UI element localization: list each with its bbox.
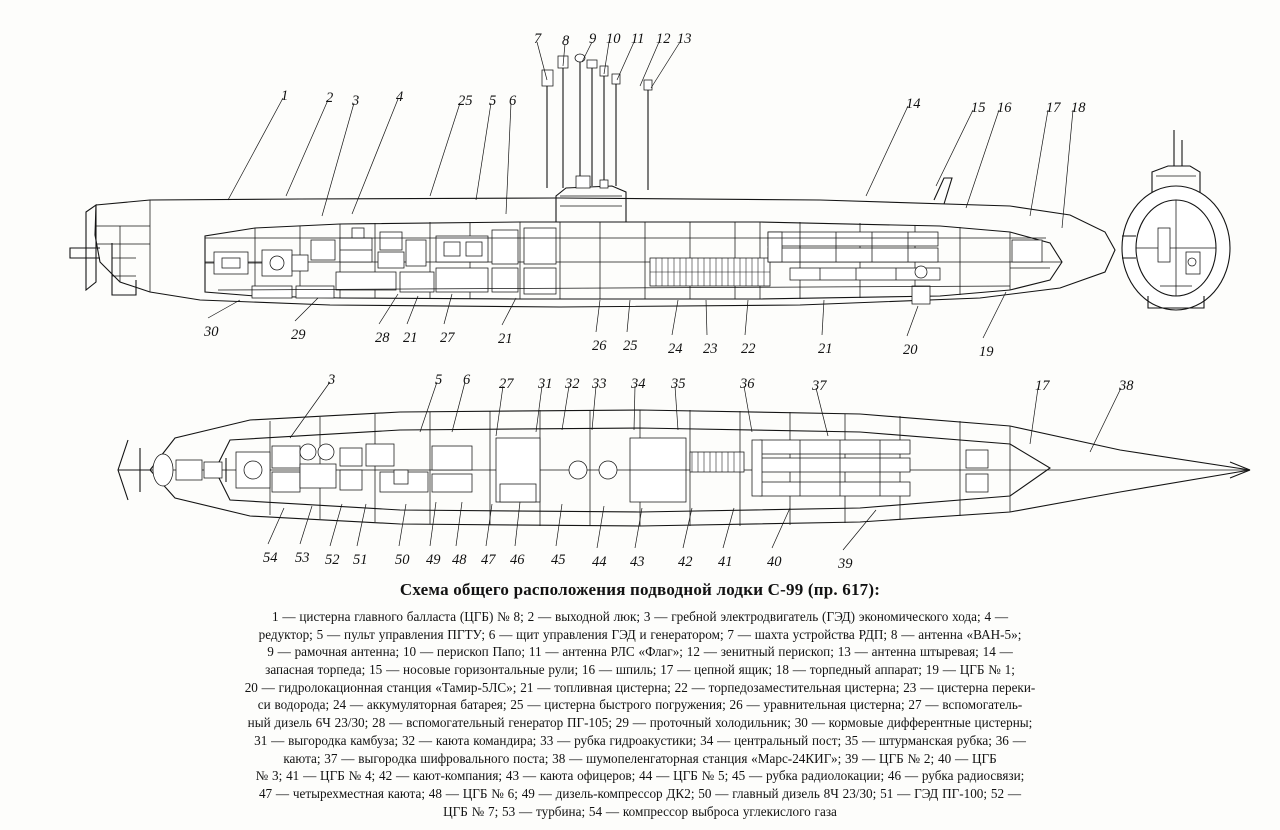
callout-b21b: 21 bbox=[498, 331, 513, 347]
callout-n44: 44 bbox=[592, 554, 607, 570]
callout-t8: 8 bbox=[562, 33, 570, 49]
callout-n43: 43 bbox=[630, 554, 645, 570]
callout-n51: 51 bbox=[353, 552, 368, 568]
figure-legend bbox=[86, 608, 1194, 820]
callout-r16: 16 bbox=[997, 100, 1012, 116]
callout-l5: 5 bbox=[435, 372, 443, 388]
callout-u25: 25 bbox=[458, 93, 473, 109]
callout-n42: 42 bbox=[678, 554, 693, 570]
side-elevation-view bbox=[70, 54, 1115, 307]
callout-t12: 12 bbox=[656, 31, 671, 47]
legend-line: 9 — рамочная антенна; 10 — перископ Папо; 11 — антенна РЛС «Флаг»; 12 — зенитный перископ; 13 — антенна штыревая; 14 — bbox=[267, 644, 1013, 660]
figure-caption: Схема общего расположения подводной лодки С-99 (пр. 617): bbox=[399, 580, 881, 599]
callout-l27: 27 bbox=[499, 376, 514, 392]
callout-n40: 40 bbox=[767, 554, 782, 570]
callout-u4: 4 bbox=[396, 89, 404, 105]
callout-b21a: 21 bbox=[403, 330, 418, 346]
callout-r15: 15 bbox=[971, 100, 986, 116]
callout-t7: 7 bbox=[534, 31, 542, 47]
callout-t10: 10 bbox=[606, 31, 621, 47]
legend-line: редуктор; 5 — пульт управления ПГТУ; 6 — щит управления ГЭД и генератором; 7 — шахта устройства РДП; 8 — антенна «ВАН-5»; bbox=[258, 626, 1022, 642]
callout-u5: 5 bbox=[489, 93, 497, 109]
callout-r14: 14 bbox=[906, 96, 921, 112]
legend-line: 1 — цистерна главного балласта (ЦГБ) № 8; 2 — выходной люк; 3 — гребной электродвигатель (ГЭД) экономического хода; 4 — bbox=[271, 609, 1009, 624]
plan-view bbox=[118, 410, 1250, 526]
callout-l3: 3 bbox=[328, 372, 336, 388]
callout-b29: 29 bbox=[291, 327, 306, 343]
callout-l37: 37 bbox=[812, 378, 827, 394]
legend-line: каюта; 37 — выгородка шифровального поста; 38 — шумопеленгаторная станция «Марс-24КИГ»; 39 — ЦГБ № 2; 40 — ЦГБ bbox=[283, 750, 997, 766]
legend-line: 47 — четырехместная каюта; 48 — ЦГБ № 6; 49 — дизель-компрессор ДК2; 50 — главный дизель 8Ч 23/30; 51 — ГЭД ПГ-100; 52 — bbox=[258, 785, 1022, 801]
callout-b22: 22 bbox=[741, 341, 756, 357]
callout-n41: 41 bbox=[718, 554, 733, 570]
callout-l33: 33 bbox=[592, 376, 607, 392]
legend-line: 20 — гидролокационная станция «Тамир-5ЛС»; 21 — топливная цистерна; 22 — торпедозаместительная цистерна; 23 — цистерна переки- bbox=[244, 679, 1036, 695]
callout-n49: 49 bbox=[426, 552, 441, 568]
callout-l38: 38 bbox=[1119, 378, 1134, 394]
legend-line: си водорода; 24 — аккумуляторная батарея; 25 — цистерна быстрого погружения; 26 — уравнительная цистерна; 27 — вспомогатель- bbox=[257, 697, 1023, 713]
callout-l6: 6 bbox=[463, 372, 471, 388]
callout-l35: 35 bbox=[671, 376, 686, 392]
callout-n48: 48 bbox=[452, 552, 467, 568]
legend-line: запасная торпеда; 15 — носовые горизонтальные рули; 16 — шпиль; 17 — цепной ящик; 18 — торпедный аппарат; 19 — ЦГБ № 1; bbox=[265, 662, 1015, 678]
callout-r18: 18 bbox=[1071, 100, 1086, 116]
callout-u2: 2 bbox=[326, 90, 334, 106]
callout-t9: 9 bbox=[589, 31, 597, 47]
callout-b23: 23 bbox=[703, 341, 718, 357]
callout-b21c: 21 bbox=[818, 341, 833, 357]
legend-line: № 3; 41 — ЦГБ № 4; 42 — кают-компания; 43 — каюта офицеров; 44 — ЦГБ № 5; 45 — рубка радиолокации; 46 — рубка радиосвязи; bbox=[255, 768, 1025, 784]
cross-section-inset bbox=[1122, 130, 1230, 310]
callout-u3: 3 bbox=[352, 93, 360, 109]
callout-r17: 17 bbox=[1046, 100, 1061, 116]
callout-b19: 19 bbox=[979, 344, 994, 360]
callout-l31: 31 bbox=[538, 376, 553, 392]
callout-l36: 36 bbox=[740, 376, 755, 392]
callout-u1: 1 bbox=[281, 88, 289, 104]
callout-b20: 20 bbox=[903, 342, 918, 358]
callout-t11: 11 bbox=[631, 31, 645, 47]
callout-n50: 50 bbox=[395, 552, 410, 568]
legend-line: ный дизель 6Ч 23/30; 28 — вспомогательный генератор ПГ-105; 29 — проточный холодильник; 30 — кормовые дифферентные цистерны; bbox=[247, 715, 1033, 731]
callout-n53: 53 bbox=[295, 550, 310, 566]
callout-l34: 34 bbox=[631, 376, 646, 392]
callout-b30: 30 bbox=[204, 324, 219, 340]
legend-line: ЦГБ № 7; 53 — турбина; 54 — компрессор выброса углекислого газа bbox=[443, 803, 837, 819]
callout-b25: 25 bbox=[623, 338, 638, 354]
callout-n52: 52 bbox=[325, 552, 340, 568]
callout-b26: 26 bbox=[592, 338, 607, 354]
callout-n54: 54 bbox=[263, 550, 278, 566]
callout-b24: 24 bbox=[668, 341, 683, 357]
callout-u6: 6 bbox=[509, 93, 517, 109]
callout-n39: 39 bbox=[838, 556, 853, 572]
callout-b28: 28 bbox=[375, 330, 390, 346]
legend-line: 31 — выгородка камбуза; 32 — каюта командира; 33 — рубка гидроакустики; 34 — центральный пост; 35 — штурманская рубка; 36 — bbox=[254, 732, 1026, 748]
callout-b27: 27 bbox=[440, 330, 455, 346]
callout-n45: 45 bbox=[551, 552, 566, 568]
callout-l32: 32 bbox=[565, 376, 580, 392]
callout-n47: 47 bbox=[481, 552, 496, 568]
callout-t13: 13 bbox=[677, 31, 692, 47]
callout-l17: 17 bbox=[1035, 378, 1050, 394]
callout-n46: 46 bbox=[510, 552, 525, 568]
